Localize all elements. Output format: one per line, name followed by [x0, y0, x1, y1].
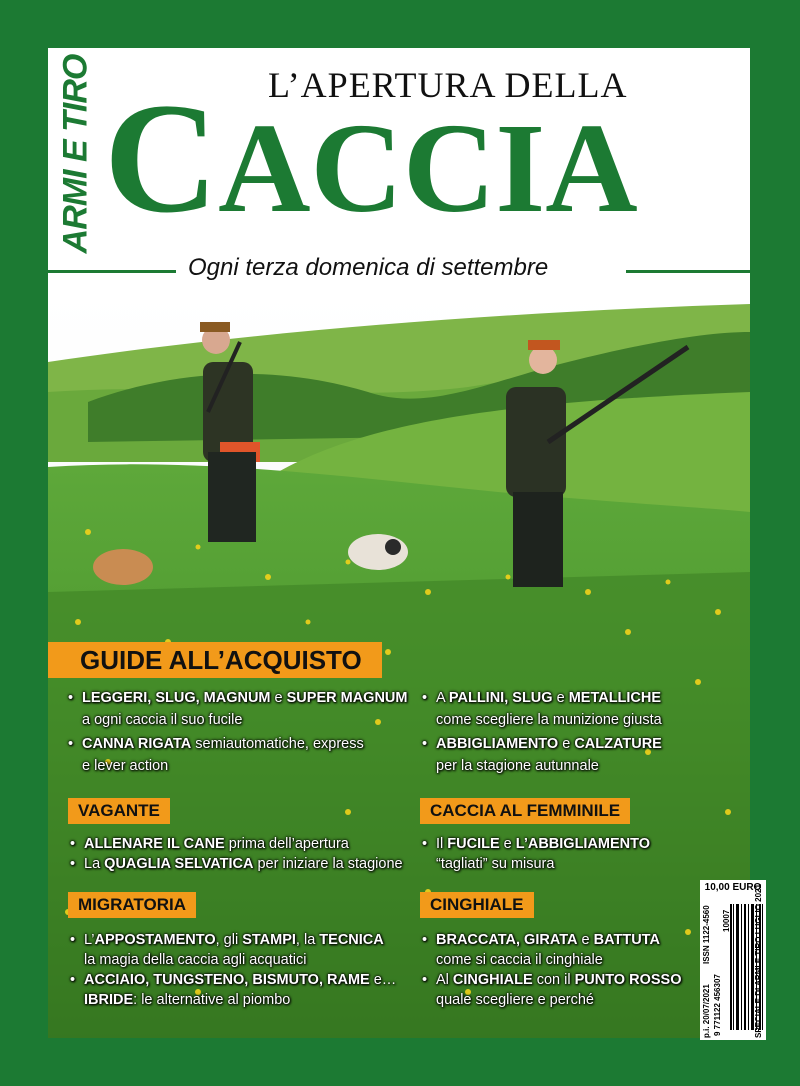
migratoria-heading: MIGRATORIA: [68, 892, 196, 918]
guide-left-item-2-sub: e lever action: [82, 758, 169, 774]
vagante-item-2: • La QUAGLIA SELVATICA per iniziare la stagione: [70, 856, 403, 872]
guide-left-item-1: • LEGGERI, SLUG, MAGNUM e SUPER MAGNUM: [68, 690, 408, 706]
guide-right-item-1-sub: come scegliere la munizione giusta: [436, 712, 662, 728]
migratoria-item-1-sub: la magia della caccia agli acquatici: [84, 952, 307, 968]
brand-logo-text: ARMI E TIRO: [56, 54, 95, 254]
cinghiale-item-1: • BRACCATA, GIRATA e BATTUTA: [422, 932, 660, 948]
price-label: 10,00 EURO: [700, 880, 766, 896]
cinghiale-item-1-sub: come si caccia il cinghiale: [436, 952, 603, 968]
issue-number: 10007: [722, 909, 731, 932]
issn-label: ISSN 1122-4560: [702, 905, 711, 964]
cinghiale-heading: CINGHIALE: [420, 892, 534, 918]
femminile-item-1-sub: “tagliati” su misura: [436, 856, 555, 872]
rule-left: [48, 270, 176, 273]
pre-title: L’APERTURA DELLA: [268, 65, 628, 105]
migratoria-item-2-sub: IBRIDE: le alternative al piombo: [84, 992, 291, 1008]
guide-left-item-2: • CANNA RIGATA semiautomatiche, express: [68, 736, 364, 752]
guide-right-item-2-sub: per la stagione autunnale: [436, 758, 599, 774]
special-label: SPECIALE DI ARMI E TIRO LUGLIO 2021: [754, 884, 763, 1038]
cinghiale-item-2-sub: quale scegliere e perché: [436, 992, 594, 1008]
guide-left-item-1-sub: a ogni caccia il suo fucile: [82, 712, 243, 728]
femminile-item-1: • Il FUCILE e L’ABBIGLIAMENTO: [422, 836, 651, 852]
migratoria-item-2: • ACCIAIO, TUNGSTENO, BISMUTO, RAME e…: [70, 972, 397, 988]
cinghiale-item-2: • Al CINGHIALE con il PUNTO ROSSO: [422, 972, 682, 988]
brand-logo: [56, 54, 96, 254]
main-title: [104, 71, 638, 246]
pub-date: p.i. 20/07/2021: [702, 984, 711, 1038]
main-title-rest: ACCIA: [218, 97, 638, 239]
vagante-heading: VAGANTE: [68, 798, 170, 824]
barcode-number: 9 771122 456307: [713, 974, 722, 1036]
guide-right-item-2: • ABBIGLIAMENTO e CALZATURE: [422, 736, 662, 752]
guide-right-item-1: • A PALLINI, SLUG e METALLICHE: [422, 690, 662, 706]
rule-right: [626, 270, 750, 273]
guide-heading: GUIDE ALL’ACQUISTO: [48, 642, 382, 678]
femminile-heading: CACCIA AL FEMMINILE: [420, 798, 630, 824]
vagante-item-1: • ALLENARE IL CANE prima dell’apertura: [70, 836, 349, 852]
subtitle: Ogni terza domenica di settembre: [188, 254, 549, 281]
migratoria-item-1: • L’APPOSTAMENTO, gli STAMPI, la TECNICA: [70, 932, 384, 948]
main-title-first: C: [104, 71, 219, 246]
